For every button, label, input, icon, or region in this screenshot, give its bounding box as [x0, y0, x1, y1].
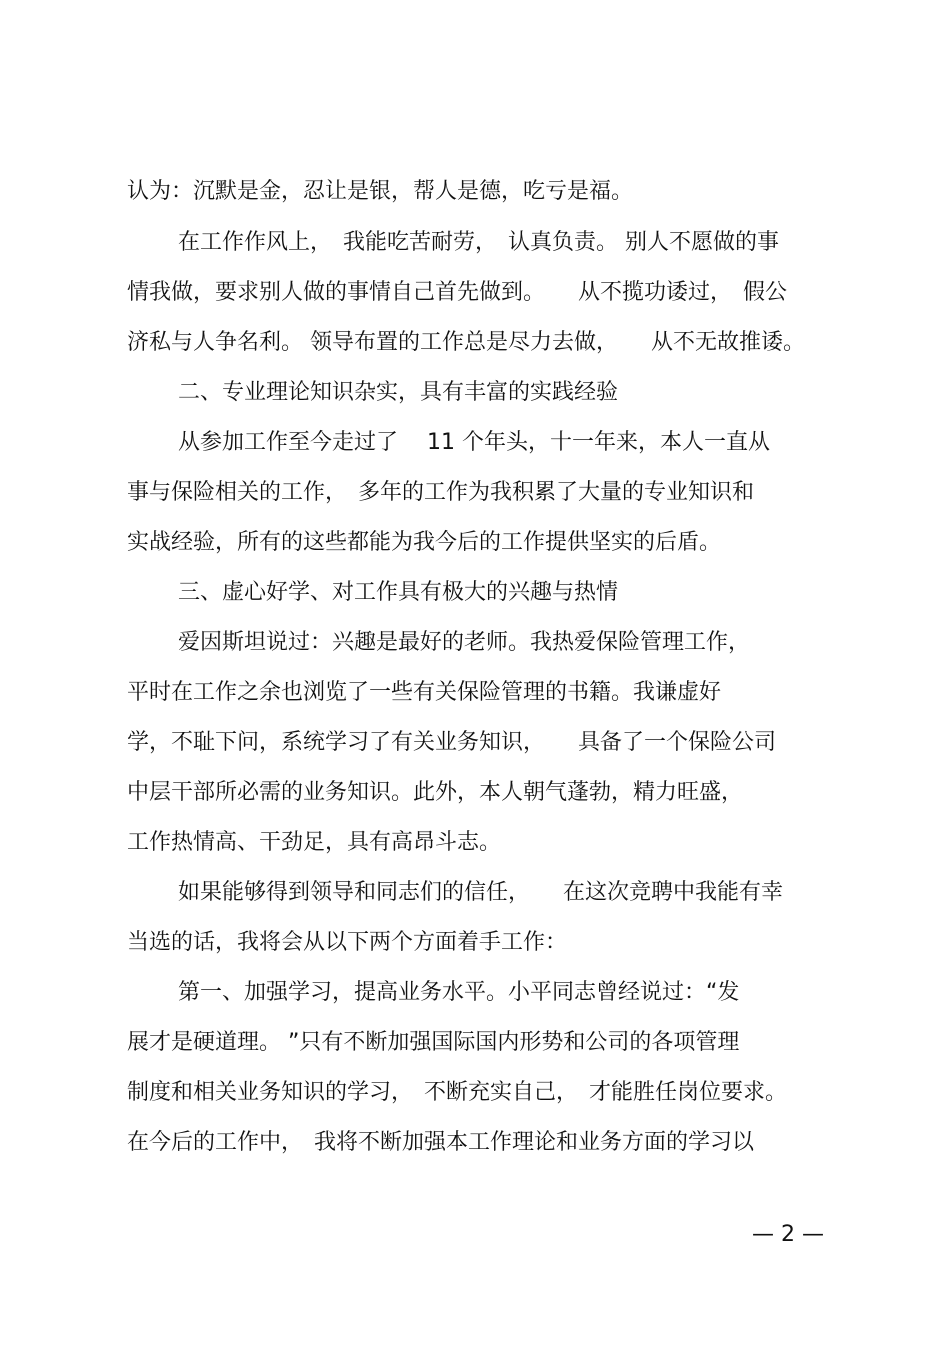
text-line: 制度和相关业务知识的学习， 不断充实自己， 才能胜任岗位要求。	[127, 1080, 788, 1105]
text-line: 认为：沉默是金，忍让是银，帮人是德，吃亏是福。	[127, 179, 634, 204]
section-heading: 二、专业理论知识杂实，具有丰富的实践经验	[178, 380, 619, 405]
text-line: 第一、加强学习，提高业务水平。小平同志曾经说过：“发	[178, 980, 740, 1005]
text-line: 情我做，要求别人做的事情自己首先做到。 从不揽功诿过， 假公	[127, 280, 788, 305]
text-line: 爱因斯坦说过：兴趣是最好的老师。我热爱保险管理工作，	[178, 630, 751, 655]
text-line: 学，不耻下问，系统学习了有关业务知识， 具备了一个保险公司	[127, 730, 777, 755]
text-line: 济私与人争名利。 领导布置的工作总是尽力去做， 从不无故推诿。	[127, 330, 805, 355]
text-line: 事与保险相关的工作， 多年的工作为我积累了大量的专业知识和	[127, 480, 755, 505]
text-line: 展才是硬道理。 ”只有不断加强国际国内形势和公司的各项管理	[127, 1030, 740, 1055]
text-line: 工作热情高、干劲足，具有高昂斗志。	[127, 830, 502, 855]
page-number: — 2 —	[752, 1222, 824, 1247]
text-line: 平时在工作之余也浏览了一些有关保险管理的书籍。我谦虚好	[127, 680, 722, 705]
text-line: 中层干部所必需的业务知识。此外，本人朝气蓬勃，精力旺盛，	[127, 780, 744, 805]
text-line: 在工作作风上， 我能吃苦耐劳， 认真负责。 别人不愿做的事	[178, 230, 779, 255]
text-line: 实战经验，所有的这些都能为我今后的工作提供坚实的后盾。	[127, 530, 722, 555]
text-line: 当选的话，我将会从以下两个方面着手工作：	[127, 930, 568, 955]
text-line: 如果能够得到领导和同志们的信任， 在这次竞聘中我能有幸	[178, 880, 784, 905]
section-heading: 三、虚心好学、对工作具有极大的兴趣与热情	[178, 580, 619, 605]
text-line: 在今后的工作中， 我将不断加强本工作理论和业务方面的学习以	[127, 1130, 755, 1155]
text-line: 从参加工作至今走过了 11 个年头，十一年来，本人一直从	[178, 430, 770, 455]
